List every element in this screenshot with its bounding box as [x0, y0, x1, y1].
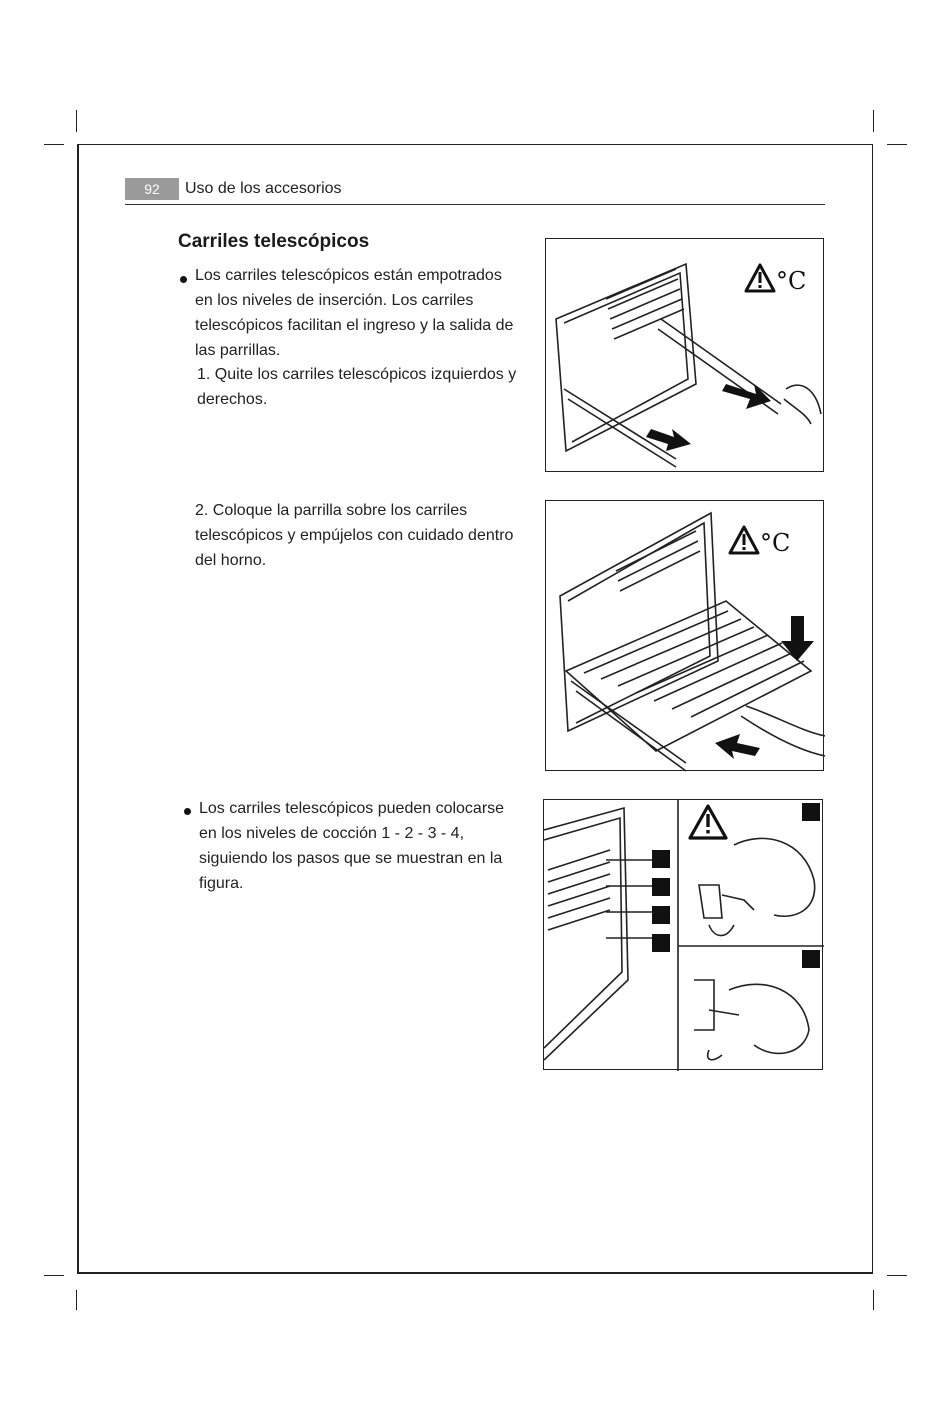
page-header [125, 178, 825, 205]
step-1: 1. Quite los carriles telescópicos izquierdos y derechos. [197, 366, 517, 408]
section-title: Uso de los accesorios [185, 180, 342, 197]
temperature-label: °C [776, 267, 807, 295]
warning-icon [730, 527, 758, 553]
figure-rail-levels [543, 799, 823, 1070]
crop-mark [76, 110, 77, 132]
crop-mark [44, 1275, 64, 1276]
crop-mark [873, 110, 874, 132]
temperature-label: °C [760, 529, 791, 557]
crop-mark [873, 1290, 874, 1310]
figure-insert-shelf [545, 500, 824, 771]
warning-icon [746, 265, 774, 291]
warning-icon [690, 806, 726, 838]
step-2: 2. Coloque la parrilla sobre los carriles telescópicos y empújelos con cuidado dentro del horno. [195, 502, 514, 569]
bullet-icon [180, 276, 187, 283]
crop-mark [887, 144, 907, 145]
crop-mark [887, 1275, 907, 1276]
section-heading: Carriles telescópicos [178, 231, 370, 252]
figure-remove-rails [545, 238, 824, 472]
page-number: 92 [125, 178, 179, 200]
crop-mark [76, 1290, 77, 1310]
bullet-paragraph: Los carriles telescópicos pueden colocarse en los niveles de cocción 1 - 2 - 3 - 4, siguiendo los pasos que se muestran en la figura. [199, 800, 505, 892]
crop-mark [44, 144, 64, 145]
bullet-paragraph: Los carriles telescópicos están empotrados en los niveles de inserción. Los carriles telescópicos facilitan el ingreso y la salida de las parrillas. [195, 267, 514, 359]
bullet-icon [184, 808, 191, 815]
